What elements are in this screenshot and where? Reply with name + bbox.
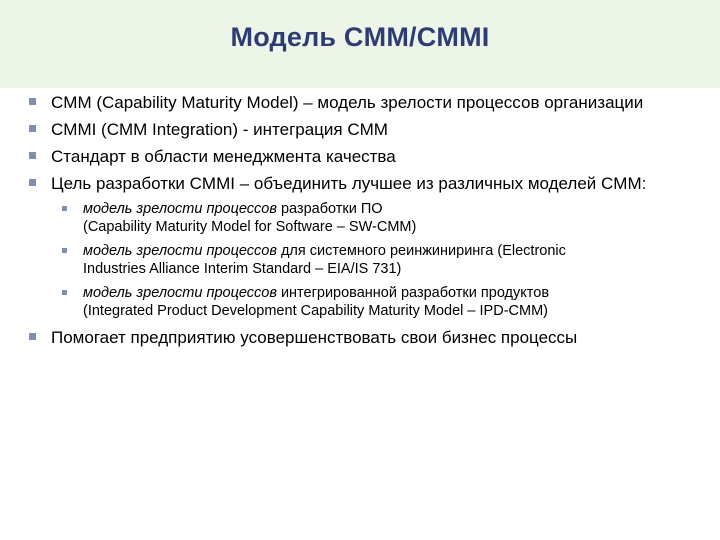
sub-bullet-item bbox=[58, 200, 696, 236]
bullet-text: Стандарт в области менеджмента качества bbox=[51, 147, 396, 166]
sub-bullet-text: для системного реинжиниринга (Electronic bbox=[276, 243, 566, 259]
sub-bullet-text-line2: (Integrated Product Development Capability Maturity Model – IPD-CMM) bbox=[83, 303, 548, 319]
sub-bullet-text: интегрированной разработки продуктов bbox=[276, 285, 550, 301]
slide-title: Модель CMM/CMMI bbox=[230, 22, 490, 52]
bullet-item bbox=[24, 174, 696, 194]
square-bullet-icon bbox=[29, 125, 36, 132]
bullet-text: CMMI (CMM Integration) - интеграция CMM bbox=[51, 120, 388, 139]
small-square-bullet-icon bbox=[62, 206, 67, 211]
bullet-text: Цель разработки CMMI – объединить лучшее из различных моделей CMM: bbox=[51, 174, 647, 193]
slide-header bbox=[0, 0, 720, 88]
bullet-text: CMM (Capability Maturity Model) – модель зрелости процессов организации bbox=[51, 93, 644, 112]
small-square-bullet-icon bbox=[62, 248, 67, 253]
sub-bullet-text-line2: Industries Alliance Interim Standard – EIA/IS 731) bbox=[83, 261, 402, 277]
sub-bullet-item bbox=[58, 284, 696, 320]
sub-bullet-italic-text: модель зрелости процессов bbox=[83, 243, 277, 259]
sub-bullet-text: разработки ПО bbox=[276, 201, 383, 217]
square-bullet-icon bbox=[29, 333, 36, 340]
bullet-text: Помогает предприятию усовершенствовать свои бизнес процессы bbox=[51, 328, 578, 347]
square-bullet-icon bbox=[29, 152, 36, 159]
bullet-item bbox=[24, 93, 696, 113]
sub-bullet-item bbox=[58, 242, 696, 278]
sub-bullet-text-line2: (Capability Maturity Model for Software – SW-CMM) bbox=[83, 219, 417, 235]
sub-bullet-italic-text: модель зрелости процессов bbox=[83, 201, 277, 217]
square-bullet-icon bbox=[29, 179, 36, 186]
bullet-item bbox=[24, 147, 696, 167]
sub-bullet-italic-text: модель зрелости процессов bbox=[83, 285, 277, 301]
square-bullet-icon bbox=[29, 98, 36, 105]
small-square-bullet-icon bbox=[62, 290, 67, 295]
bullet-item bbox=[24, 120, 696, 140]
slide-content bbox=[24, 93, 696, 355]
bullet-item bbox=[24, 328, 696, 348]
